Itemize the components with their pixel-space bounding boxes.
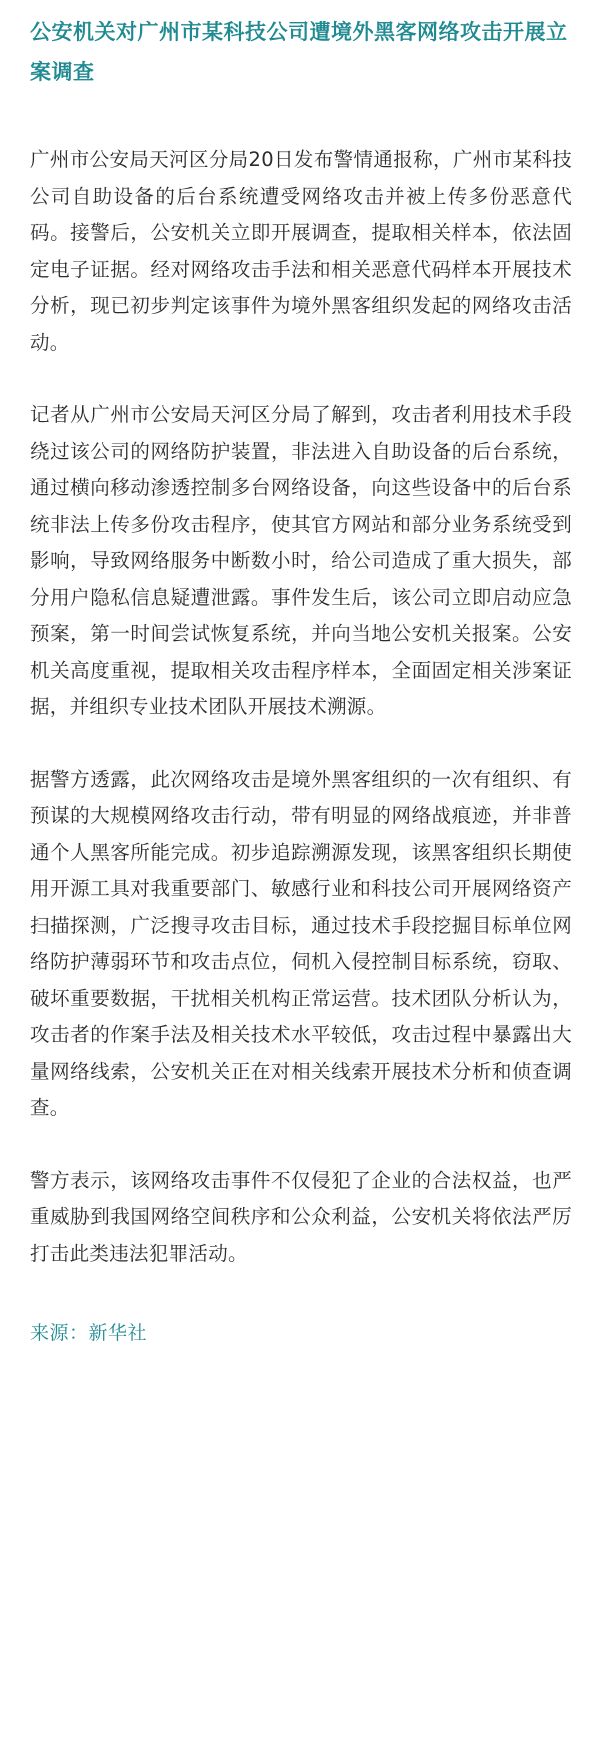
paragraph-1: 广州市公安局天河区分局20日发布警情通报称，广州市某科技公司自助设备的后台系统遭受网络攻击并被上传多份恶意代码。接警后，公安机关立即开展调查，提取相关样本，依法固定电子证据。经对网络攻击手法和相关恶意代码样本开展技术分析，现已初步判定该事件为境外黑客组织发起的网络攻击活动。 <box>30 148 572 354</box>
article-source: 来源：新华社 <box>30 1322 148 1344</box>
paragraph-3: 据警方透露，此次网络攻击是境外黑客组织的一次有组织、有预谋的大规模网络攻击行动，带有明显的网络战痕迹，并非普通个人黑客所能完成。初步追踪溯源发现，该黑客组织长期使用开源工具对我重要部门、敏感行业和科技公司开展网络资产扫描探测，广泛搜寻攻击目标，通过技术手段挖掘目标单位网络防护薄弱环节和攻击点位，伺机入侵控制目标系统，窃取、破坏重要数据，干扰相关机构正常运营。技术团队分析认为，攻击者的作案手法及相关技术水平较低，攻击过程中暴露出大量网络线索，公安机关正在对相关线索开展技术分析和侦查调查。 <box>30 767 572 1119</box>
article-title: 公安机关对广州市某科技公司遭境外黑客网络攻击开展立案调查 <box>30 20 568 84</box>
paragraph-4: 警方表示，该网络攻击事件不仅侵犯了企业的合法权益，也严重威胁到我国网络空间秩序和公众利益，公安机关将依法严厉打击此类违法犯罪活动。 <box>30 1168 572 1265</box>
paragraph-2: 记者从广州市公安局天河区分局了解到，攻击者利用技术手段绕过该公司的网络防护装置，非法进入自助设备的后台系统，通过横向移动渗透控制多台网络设备，向这些设备中的后台系统非法上传多份攻击程序，使其官方网站和部分业务系统受到影响，导致网络服务中断数小时，给公司造成了重大损失，部分用户隐私信息疑遭泄露。事件发生后，该公司立即启动应急预案，第一时间尝试恢复系统，并向当地公安机关报案。公安机关高度重视，提取相关攻击程序样本，全面固定相关涉案证据，并组织专业技术团队开展技术溯源。 <box>30 403 572 718</box>
